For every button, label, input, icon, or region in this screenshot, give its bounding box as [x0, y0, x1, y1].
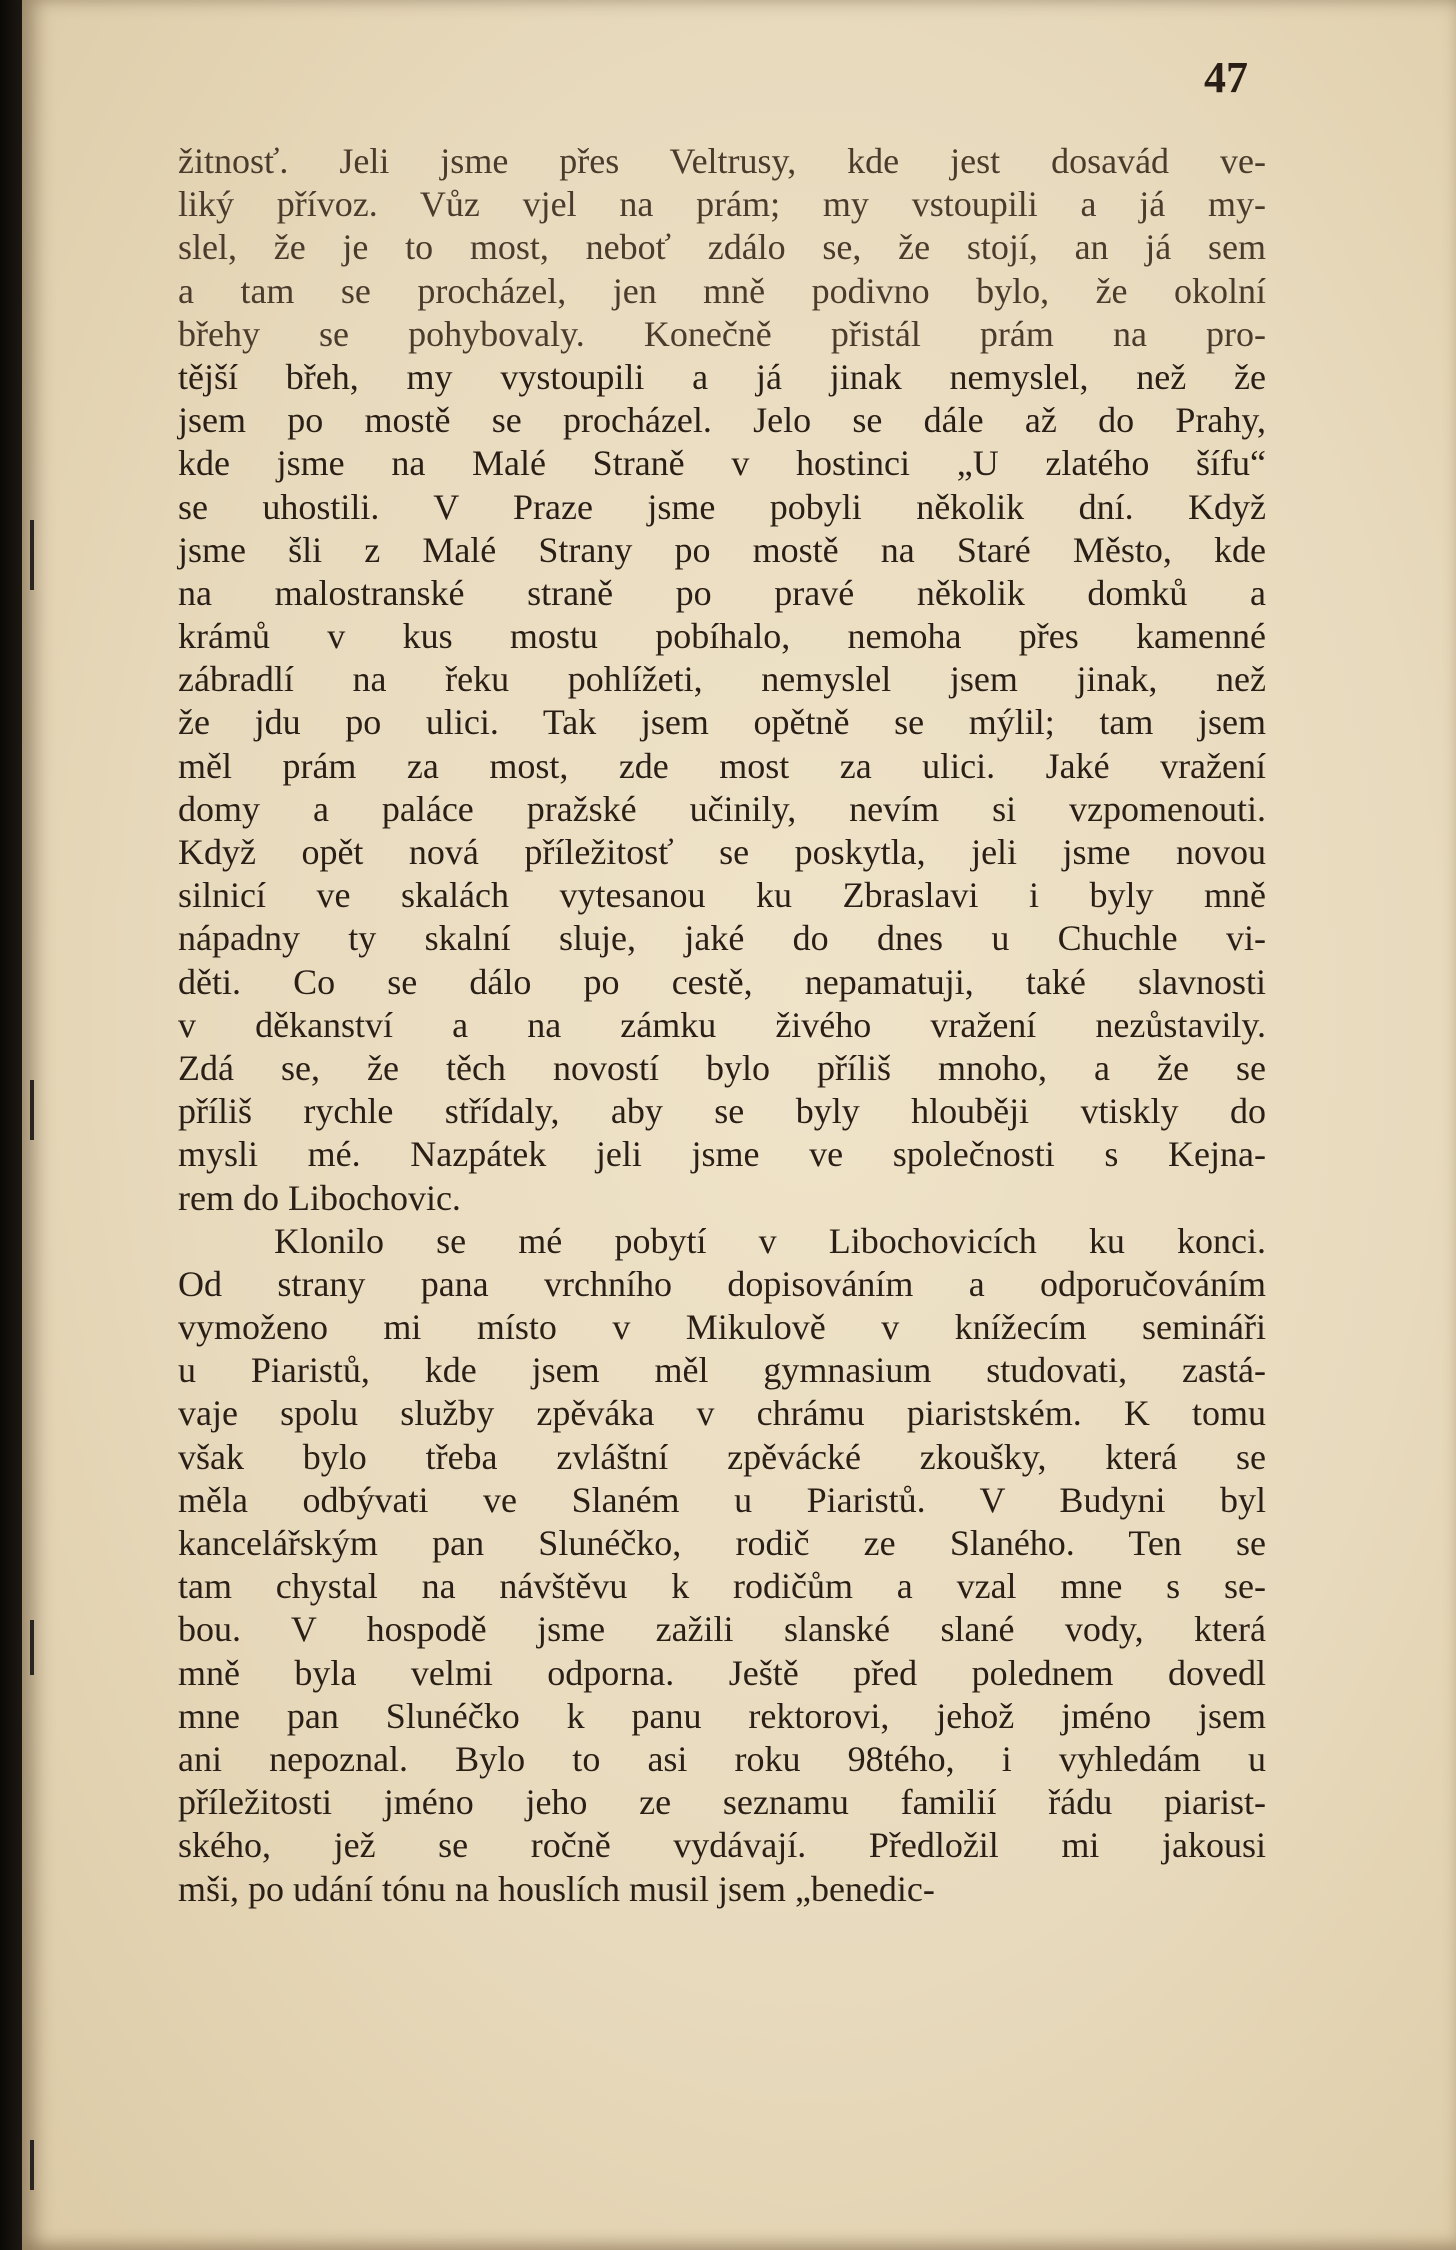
- text-line: silnicí ve skalách vytesanou ku Zbraslavi i byly mně: [178, 875, 1266, 916]
- text-line: měla odbývati ve Slaném u Piaristů. V Budyni byl: [178, 1479, 1266, 1520]
- body-text: [178, 140, 1266, 1911]
- margin-mark: [30, 520, 34, 590]
- text-line: bou. V hospodě jsme zažili slanské slané vody, která: [178, 1609, 1266, 1650]
- text-line: mně byla velmi odporna. Ještě před polednem dovedl: [178, 1652, 1266, 1693]
- text-line: mysli mé. Nazpátek jeli jsme ve společnosti s Kejna-: [178, 1134, 1266, 1175]
- book-page: [22, 0, 1456, 2250]
- text-line: slel, že je to most, neboť zdálo se, že stojí, an já sem: [178, 227, 1266, 268]
- text-line: tam chystal na návštěvu k rodičům a vzal mne s se-: [178, 1566, 1266, 1607]
- text-line: se uhostili. V Praze jsme pobyli několik dní. Když: [178, 486, 1266, 527]
- text-line: mši, po udání tónu na houslích musil jsem „benedic-: [178, 1868, 935, 1909]
- text-line: Od strany pana vrchního dopisováním a odporučováním: [178, 1263, 1266, 1304]
- text-line: příliš rychle střídaly, aby se byly hlouběji vtiskly do: [178, 1091, 1266, 1132]
- text-line: děti. Co se dálo po cestě, nepamatuji, také slavnosti: [178, 961, 1266, 1002]
- text-line: krámů v kus mostu pobíhalo, nemoha přes kamenné: [178, 616, 1266, 657]
- text-line: domy a paláce pražské učinily, nevím si vzpomenouti.: [178, 788, 1266, 829]
- text-line: jsem po mostě se procházel. Jelo se dále až do Prahy,: [178, 400, 1266, 441]
- margin-mark: [30, 2140, 34, 2190]
- text-line: a tam se procházel, jen mně podivno bylo, že okolní: [178, 270, 1266, 311]
- text-line: liký přívoz. Vůz vjel na prám; my vstoupili a já my-: [178, 184, 1266, 225]
- text-line: zábradlí na řeku pohlížeti, nemyslel jsem jinak, než: [178, 659, 1266, 700]
- text-line: mne pan Slunéčko k panu rektorovi, jehož jméno jsem: [178, 1695, 1266, 1736]
- text-line: v děkanství a na zámku živého vražení nezůstavily.: [178, 1004, 1266, 1045]
- text-line: že jdu po ulici. Tak jsem opětně se mýlil; tam jsem: [178, 702, 1266, 743]
- text-line: jsme šli z Malé Strany po mostě na Staré Město, kde: [178, 529, 1266, 570]
- text-line: žitnosť. Jeli jsme přes Veltrusy, kde jest dosavád ve-: [178, 141, 1266, 181]
- text-line: tější břeh, my vystoupili a já jinak nemyslel, než že: [178, 356, 1266, 397]
- text-line: měl prám za most, zde most za ulici. Jaké vražení: [178, 745, 1266, 786]
- text-line: u Piaristů, kde jsem měl gymnasium studovati, zastá-: [178, 1350, 1266, 1391]
- text-line: rem do Libochovic.: [178, 1177, 461, 1218]
- text-line: kancelářským pan Slunéčko, rodič ze Slaného. Ten se: [178, 1523, 1266, 1563]
- text-line: břehy se pohybovaly. Konečně přistál prám na pro-: [178, 313, 1266, 354]
- margin-mark: [30, 1080, 34, 1140]
- text-line: Když opět nová příležitosť se poskytla, jeli jsme novou: [178, 832, 1266, 872]
- page-number: 47: [1204, 53, 1248, 102]
- text-line: však bylo třeba zvláštní zpěvácké zkoušky, která se: [178, 1436, 1266, 1477]
- text-line: ského, jež se ročně vydávají. Předložil mi jakousi: [178, 1825, 1266, 1866]
- text-line: na malostranské straně po pravé několik domků a: [178, 572, 1266, 613]
- text-line: nápadny ty skalní sluje, jaké do dnes u Chuchle vi-: [178, 918, 1266, 959]
- margin-mark: [30, 1620, 34, 1675]
- text-line: Klonilo se mé pobytí v Libochovicích ku konci.: [274, 1220, 1266, 1261]
- text-line: vaje spolu služby zpěváka v chrámu piaristském. K tomu: [178, 1393, 1266, 1434]
- text-line: vymoženo mi místo v Mikulově v knížecím semináři: [178, 1307, 1266, 1348]
- text-line: příležitosti jméno jeho ze seznamu familií řádu piarist-: [178, 1782, 1266, 1823]
- text-line: Zdá se, že těch novostí bylo příliš mnoho, a že se: [178, 1047, 1266, 1088]
- text-line: ani nepoznal. Bylo to asi roku 98tého, i vyhledám u: [178, 1738, 1266, 1779]
- text-line: kde jsme na Malé Straně v hostinci „U zlatého šífu“: [178, 443, 1266, 484]
